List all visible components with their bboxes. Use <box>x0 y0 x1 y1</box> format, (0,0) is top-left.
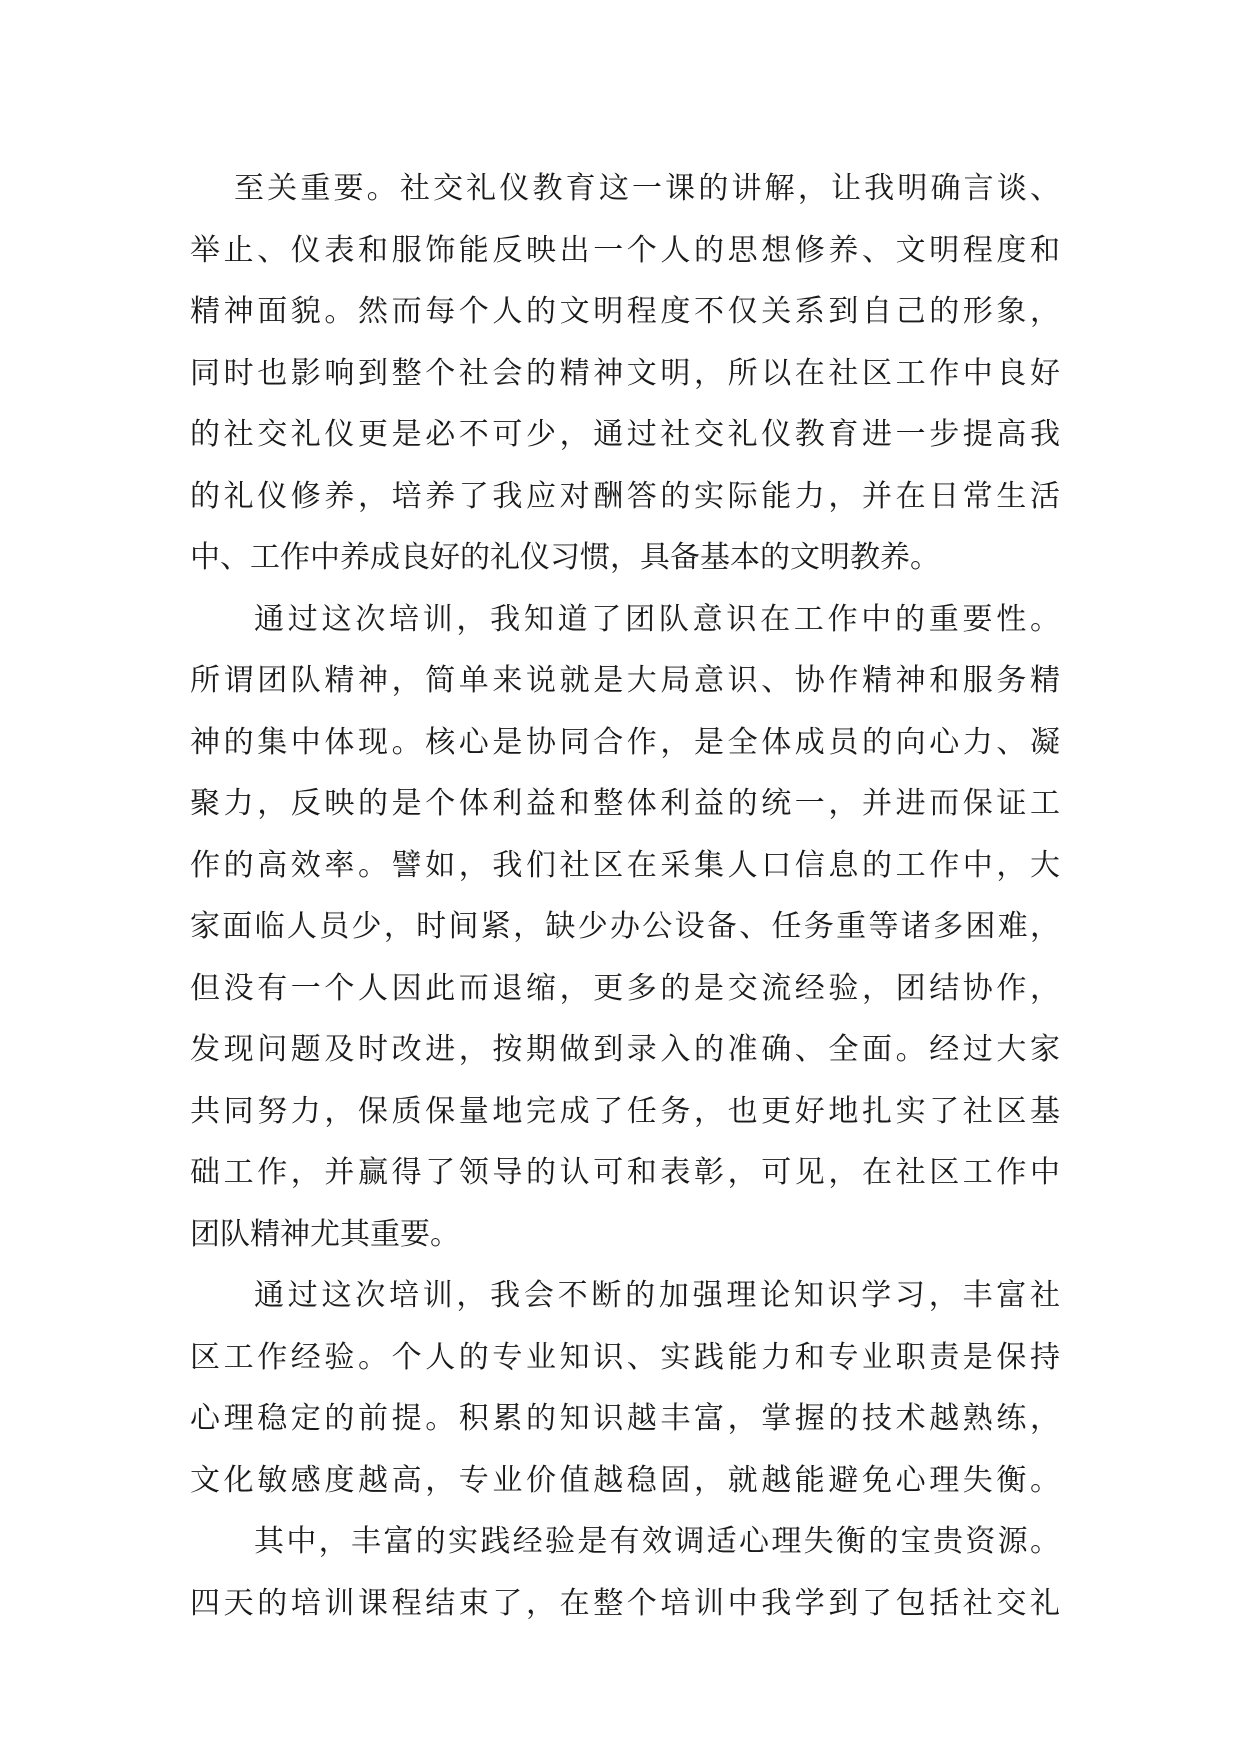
text-line: 精神面貌。然而每个人的文明程度不仅关系到自己的形象， <box>190 294 1060 329</box>
paragraph-team-spirit <box>190 589 1060 1266</box>
text-line: 文化敏感度越高，专业价值越稳固，就越能避免心理失衡。 <box>190 1462 1060 1498</box>
text-line: 但没有一个人因此而退缩，更多的是交流经验，团结协作， <box>190 970 1060 1006</box>
text-line: 至关重要。社交礼仪教育这一课的讲解，让我明确言谈、 <box>234 171 1060 206</box>
text-line: 举止、仪表和服饰能反映出一个人的思想修养、文明程度和 <box>190 232 1060 268</box>
text-line: 作的高效率。譬如，我们社区在采集人口信息的工作中，大 <box>190 847 1060 883</box>
text-line: 四天的培训课程结束了，在整个培训中我学到了包括社交礼 <box>190 1585 1060 1621</box>
text-line: 聚力，反映的是个体利益和整体利益的统一，并进而保证工 <box>190 786 1060 821</box>
paragraph-social-etiquette <box>190 158 1060 589</box>
text-line: 家面临人员少，时间紧，缺少办公设备、任务重等诸多困难， <box>190 909 1060 944</box>
text-line: 神的集中体现。核心是协同合作，是全体成员的向心力、凝 <box>190 724 1060 760</box>
paragraph-theory-study <box>190 1265 1060 1511</box>
text-line: 通过这次培训，我知道了团队意识在工作中的重要性。 <box>254 601 1060 637</box>
text-line: 中、工作中养成良好的礼仪习惯，具备基本的文明教养。 <box>190 540 940 575</box>
text-line: 通过这次培训，我会不断的加强理论知识学习，丰富社 <box>254 1278 1060 1313</box>
paragraph-practice-experience <box>190 1511 1060 1634</box>
document-body <box>190 158 1060 1634</box>
text-line: 所谓团队精神，简单来说就是大局意识、协作精神和服务精 <box>190 663 1060 698</box>
text-line: 础工作，并赢得了领导的认可和表彰，可见，在社区工作中 <box>190 1155 1060 1190</box>
text-line: 发现问题及时改进，按期做到录入的准确、全面。经过大家 <box>190 1032 1060 1067</box>
text-line: 其中，丰富的实践经验是有效调适心理失衡的宝贵资源。 <box>254 1524 1060 1559</box>
text-line: 心理稳定的前提。积累的知识越丰富，掌握的技术越熟练， <box>190 1401 1060 1436</box>
text-line: 团队精神尤其重要。 <box>190 1216 460 1252</box>
text-line: 区工作经验。个人的专业知识、实践能力和专业职责是保持 <box>190 1339 1060 1375</box>
text-line: 的社交礼仪更是必不可少，通过社交礼仪教育进一步提高我 <box>190 417 1060 452</box>
text-line: 的礼仪修养，培养了我应对酬答的实际能力，并在日常生活 <box>190 478 1060 514</box>
text-line: 同时也影响到整个社会的精神文明，所以在社区工作中良好 <box>190 355 1060 391</box>
text-line: 共同努力，保质保量地完成了任务，也更好地扎实了社区基 <box>190 1093 1060 1129</box>
